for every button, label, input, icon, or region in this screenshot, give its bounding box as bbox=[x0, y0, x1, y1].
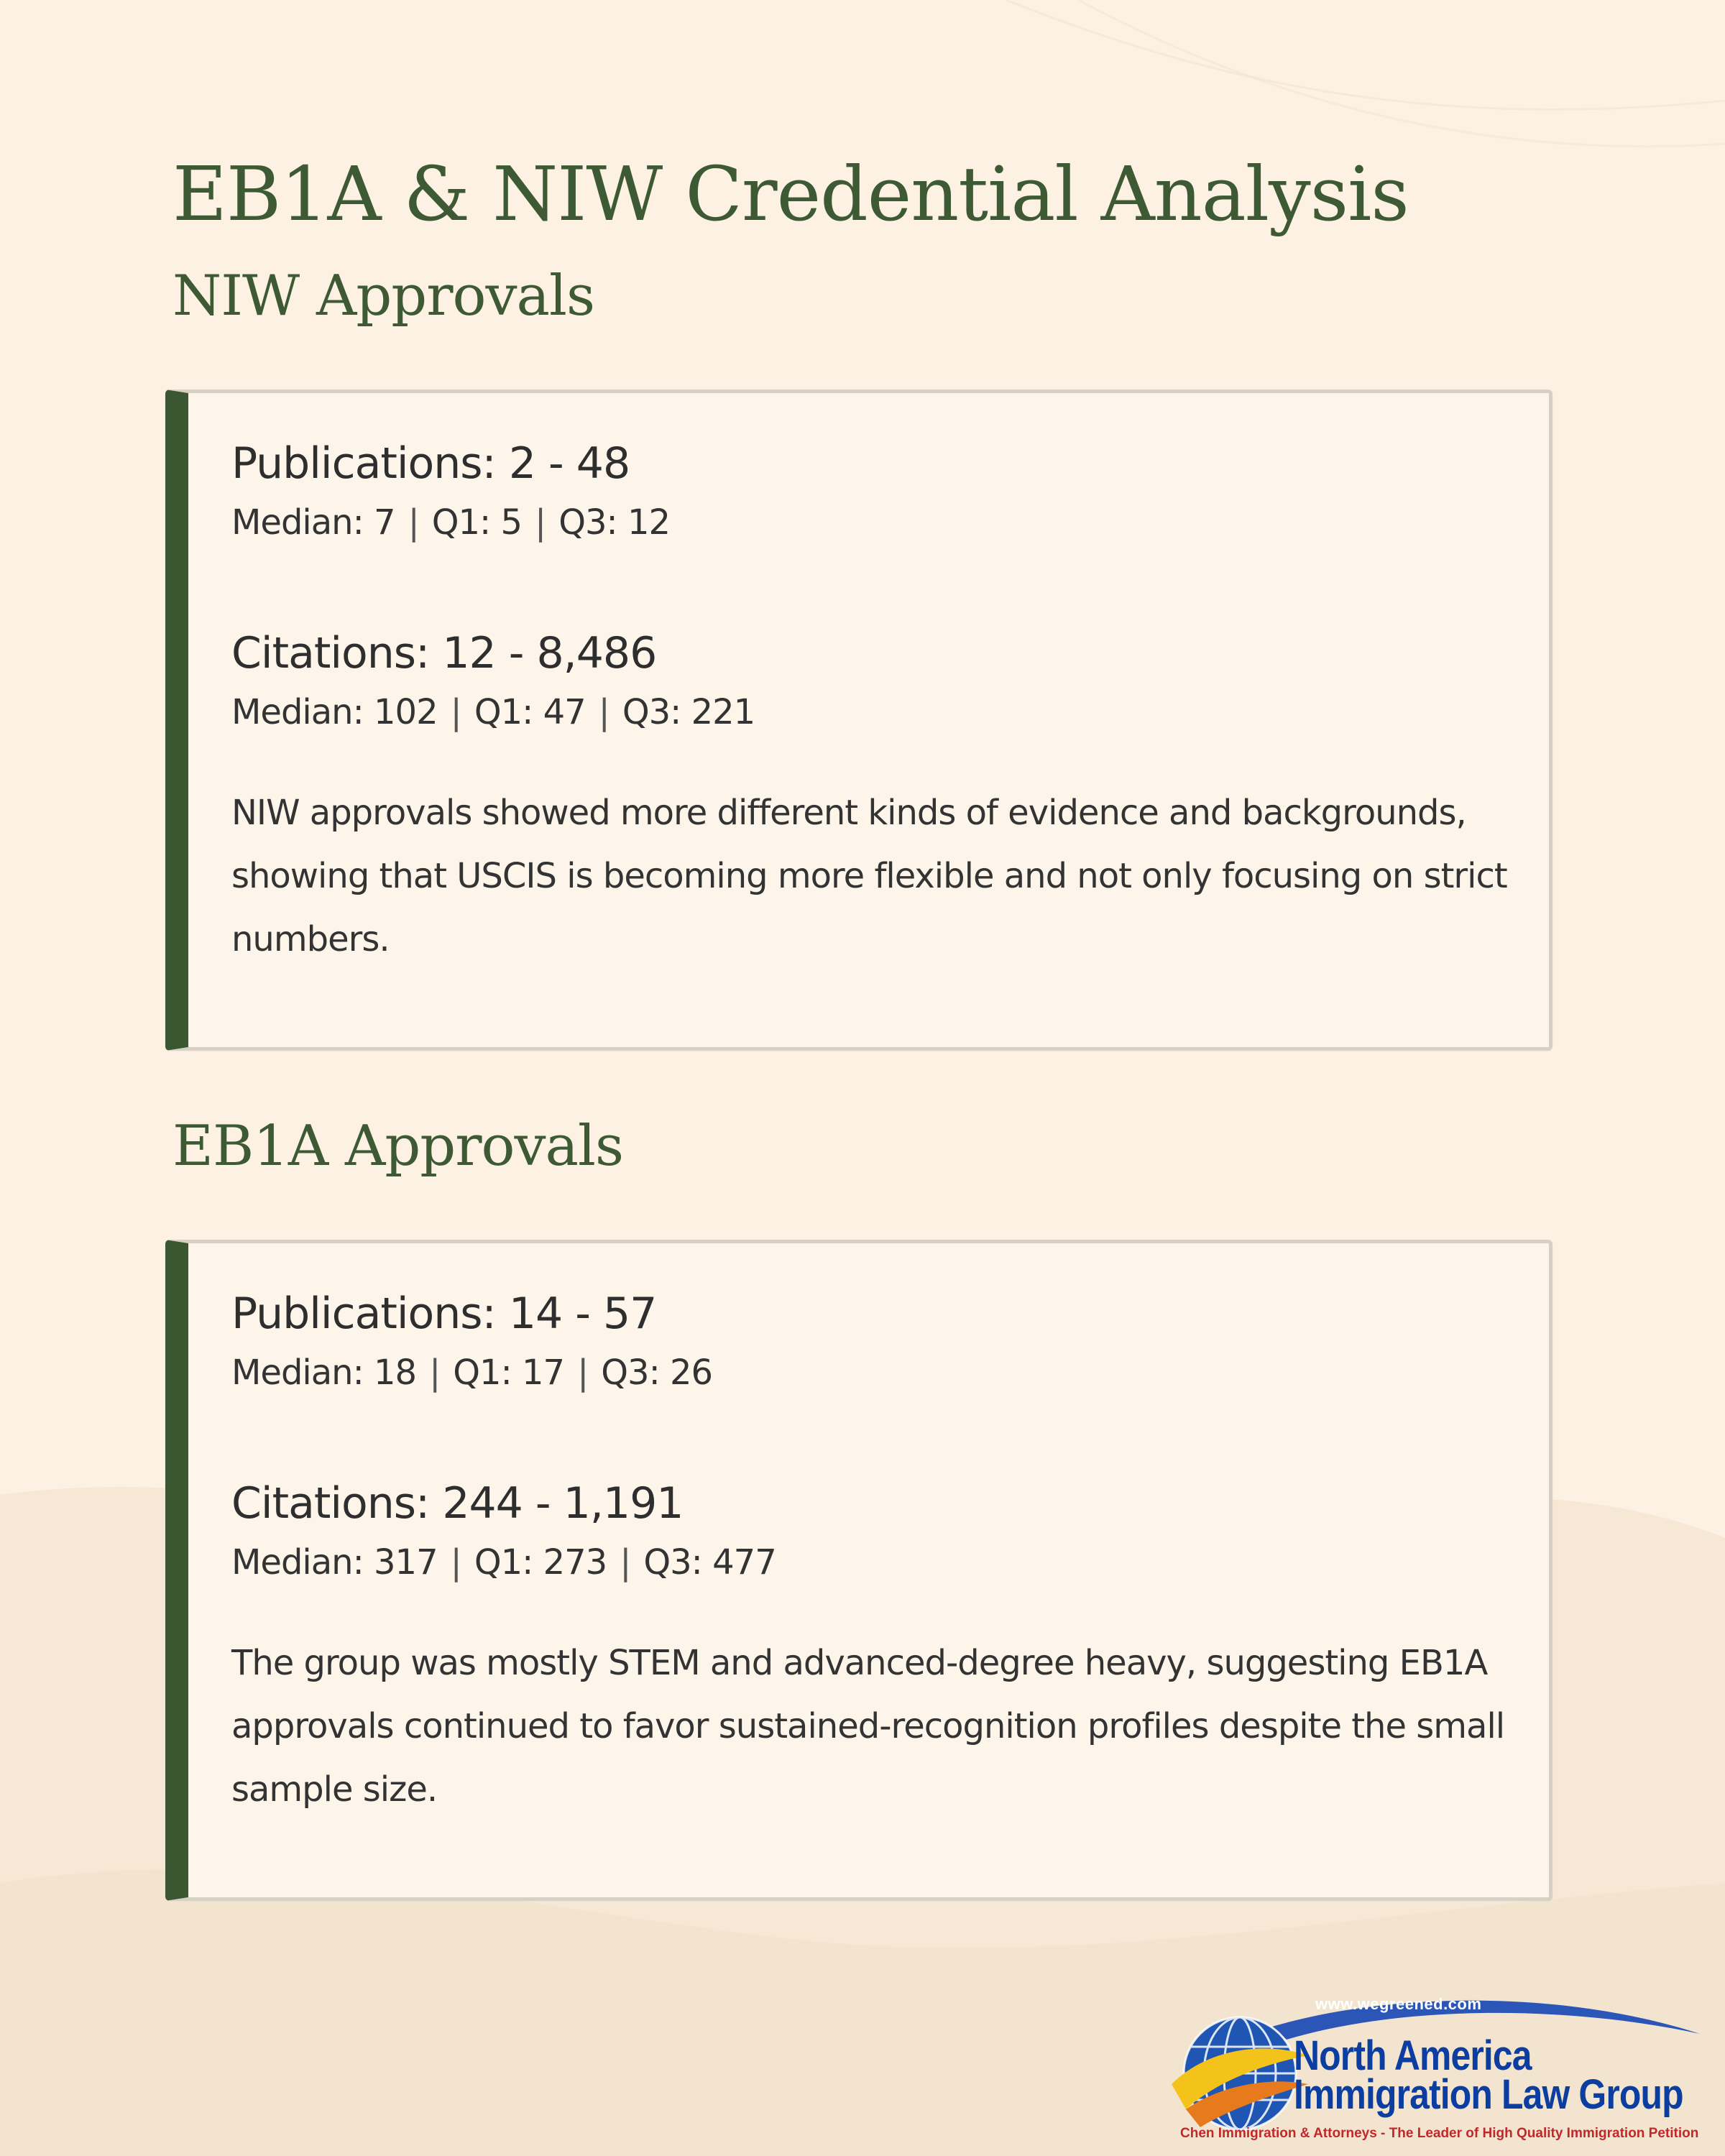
firm-logo bbox=[1164, 1984, 1711, 2149]
separator: | bbox=[450, 692, 461, 732]
eb1a-citations-stats bbox=[231, 1539, 776, 1585]
niw-publications-median: Median: 7 bbox=[231, 502, 395, 543]
separator: | bbox=[620, 1542, 631, 1583]
niw-citations-stats bbox=[231, 689, 755, 735]
eb1a-publications-q1: Q1: 17 bbox=[453, 1353, 565, 1393]
niw-publications-q1: Q1: 5 bbox=[431, 502, 523, 543]
logo-name-line1: North America bbox=[1294, 2032, 1532, 2079]
niw-citations-q1: Q1: 47 bbox=[474, 692, 586, 732]
eb1a-citations-range: Citations: 244 - 1,191 bbox=[231, 1478, 684, 1529]
eb1a-approvals-card bbox=[165, 1240, 1552, 1901]
eb1a-publications-range: Publications: 14 - 57 bbox=[231, 1289, 657, 1339]
logo-tagline: Chen Immigration & Attorneys - The Leader of High Quality Immigration Petition bbox=[1180, 2126, 1699, 2141]
niw-citations-q3: Q3: 221 bbox=[622, 692, 755, 732]
separator: | bbox=[450, 1542, 461, 1583]
niw-citations-median: Median: 102 bbox=[231, 692, 438, 732]
niw-publications-q3: Q3: 12 bbox=[558, 502, 671, 543]
page-title: EB1A & NIW Credential Analysis bbox=[172, 150, 1409, 238]
niw-citations-range: Citations: 12 - 8,486 bbox=[231, 628, 657, 678]
eb1a-publications-q3: Q3: 26 bbox=[601, 1353, 713, 1393]
separator: | bbox=[535, 502, 546, 543]
separator: | bbox=[429, 1353, 441, 1393]
niw-publications-range: Publications: 2 - 48 bbox=[231, 438, 630, 489]
eb1a-citations-q1: Q1: 273 bbox=[474, 1542, 607, 1583]
eb1a-citations-median: Median: 317 bbox=[231, 1542, 438, 1583]
separator: | bbox=[598, 692, 610, 732]
eb1a-summary: The group was mostly STEM and advanced-degree heavy, suggesting EB1A approvals continued to favor sustained-recognition profiles despite the small sample size. bbox=[231, 1643, 1505, 1810]
eb1a-citations-q3: Q3: 477 bbox=[643, 1542, 776, 1583]
eb1a-section-title: EB1A Approvals bbox=[172, 1114, 623, 1179]
eb1a-publications-median: Median: 18 bbox=[231, 1353, 417, 1393]
separator: | bbox=[408, 502, 419, 543]
logo-url: www.wegreened.com bbox=[1315, 1995, 1482, 2013]
niw-section-title: NIW Approvals bbox=[172, 264, 595, 328]
separator: | bbox=[577, 1353, 589, 1393]
niw-approvals-card bbox=[165, 390, 1552, 1051]
niw-summary: NIW approvals showed more different kinds of evidence and backgrounds, showing that USCIS is becoming more flexible and not only focusing on strict numbers. bbox=[231, 793, 1507, 959]
niw-publications-stats bbox=[231, 499, 670, 545]
logo-name-line2: Immigration Law Group bbox=[1294, 2071, 1683, 2118]
eb1a-publications-stats bbox=[231, 1350, 712, 1396]
